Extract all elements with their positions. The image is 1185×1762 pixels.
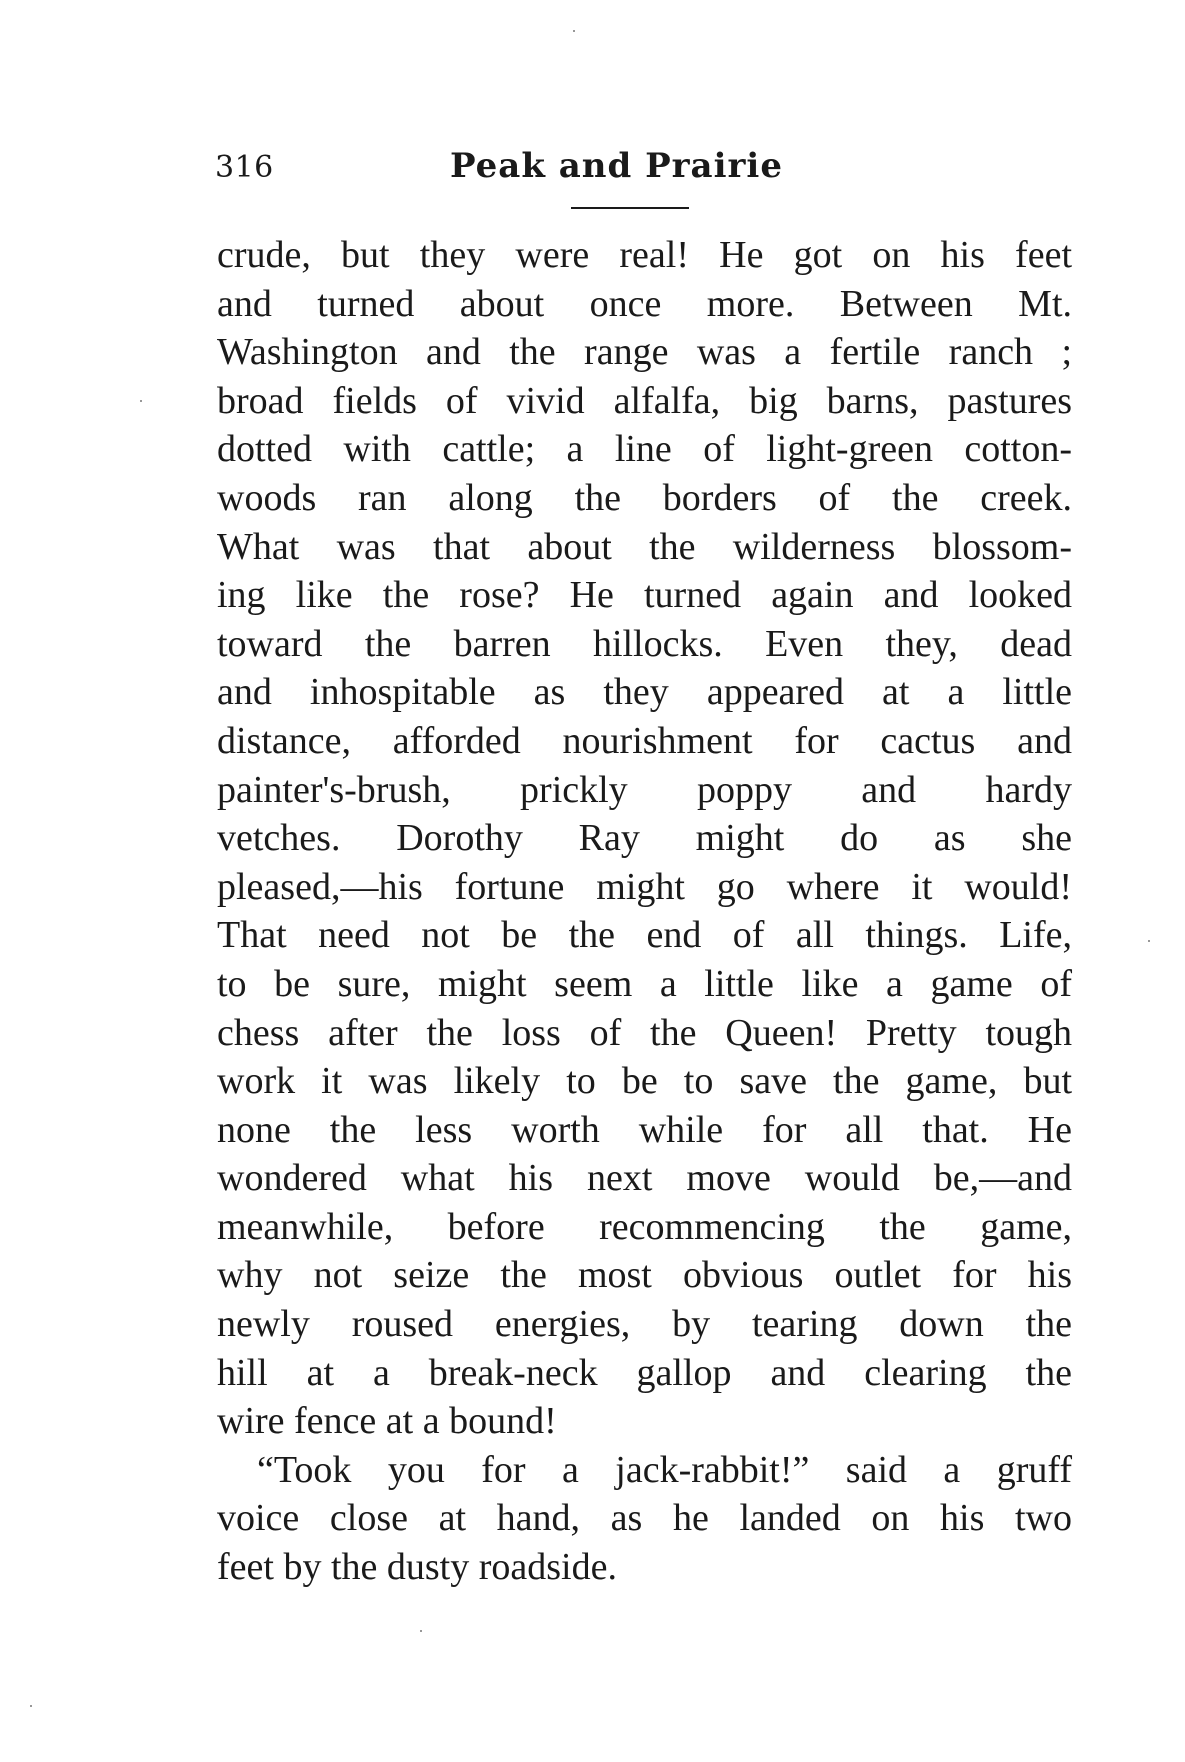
running-title: Peak and Prairie bbox=[450, 146, 783, 186]
text-line: chess after the loss of the Queen! Pretty tough bbox=[217, 1011, 1072, 1054]
text-line: none the less worth while for all that. He bbox=[217, 1108, 1072, 1151]
text-line: newly roused energies, by tearing down the bbox=[217, 1303, 1072, 1346]
text-line: voice close at hand, as he landed on his two bbox=[217, 1497, 1072, 1540]
paragraph-end-line: wire fence at a bound! bbox=[217, 1400, 557, 1443]
text-line: Washington and the range was a fertile ranch ; bbox=[217, 331, 1072, 374]
paragraph-end-line: feet by the dusty roadside. bbox=[217, 1546, 617, 1589]
paper-speck bbox=[30, 1705, 32, 1707]
paper-speck bbox=[573, 30, 575, 32]
body-text bbox=[217, 231, 1072, 1592]
text-line: work it was likely to be to save the game, but bbox=[217, 1060, 1072, 1103]
text-line: crude, but they were real! He got on his feet bbox=[217, 234, 1072, 276]
paper-speck bbox=[1148, 940, 1150, 942]
text-line: woods ran along the borders of the creek. bbox=[217, 476, 1072, 519]
header-rule bbox=[571, 207, 689, 209]
text-line: vetches. Dorothy Ray might do as she bbox=[217, 817, 1072, 860]
text-line: toward the barren hillocks. Even they, dead bbox=[217, 622, 1072, 665]
text-line: That need not be the end of all things. Life, bbox=[217, 914, 1072, 957]
text-line: wondered what his next move would be,—and bbox=[217, 1157, 1072, 1200]
paragraph-start-line: “Took you for a jack-rabbit!” said a gruff bbox=[257, 1448, 1072, 1491]
text-line: dotted with cattle; a line of light-green cotton- bbox=[217, 428, 1072, 471]
page-number: 316 bbox=[215, 150, 274, 185]
text-line: What was that about the wilderness blossom- bbox=[217, 525, 1072, 568]
text-line: why not seize the most obvious outlet for his bbox=[217, 1254, 1072, 1297]
text-line: and turned about once more. Between Mt. bbox=[217, 282, 1072, 325]
paper-speck bbox=[140, 400, 142, 402]
text-line: pleased,—his fortune might go where it would! bbox=[217, 865, 1072, 908]
text-line: broad fields of vivid alfalfa, big barns, pastures bbox=[217, 379, 1072, 422]
text-line: distance, afforded nourishment for cactus and bbox=[217, 719, 1072, 762]
text-line: ing like the rose? He turned again and looked bbox=[217, 574, 1072, 617]
text-line: and inhospitable as they appeared at a little bbox=[217, 671, 1072, 714]
text-line: hill at a break-neck gallop and clearing the bbox=[217, 1351, 1072, 1394]
text-line: to be sure, might seem a little like a game of bbox=[217, 962, 1072, 1005]
paper-speck bbox=[420, 1630, 422, 1632]
text-line: painter's-brush, prickly poppy and hardy bbox=[217, 768, 1072, 811]
text-line: meanwhile, before recommencing the game, bbox=[217, 1205, 1072, 1248]
